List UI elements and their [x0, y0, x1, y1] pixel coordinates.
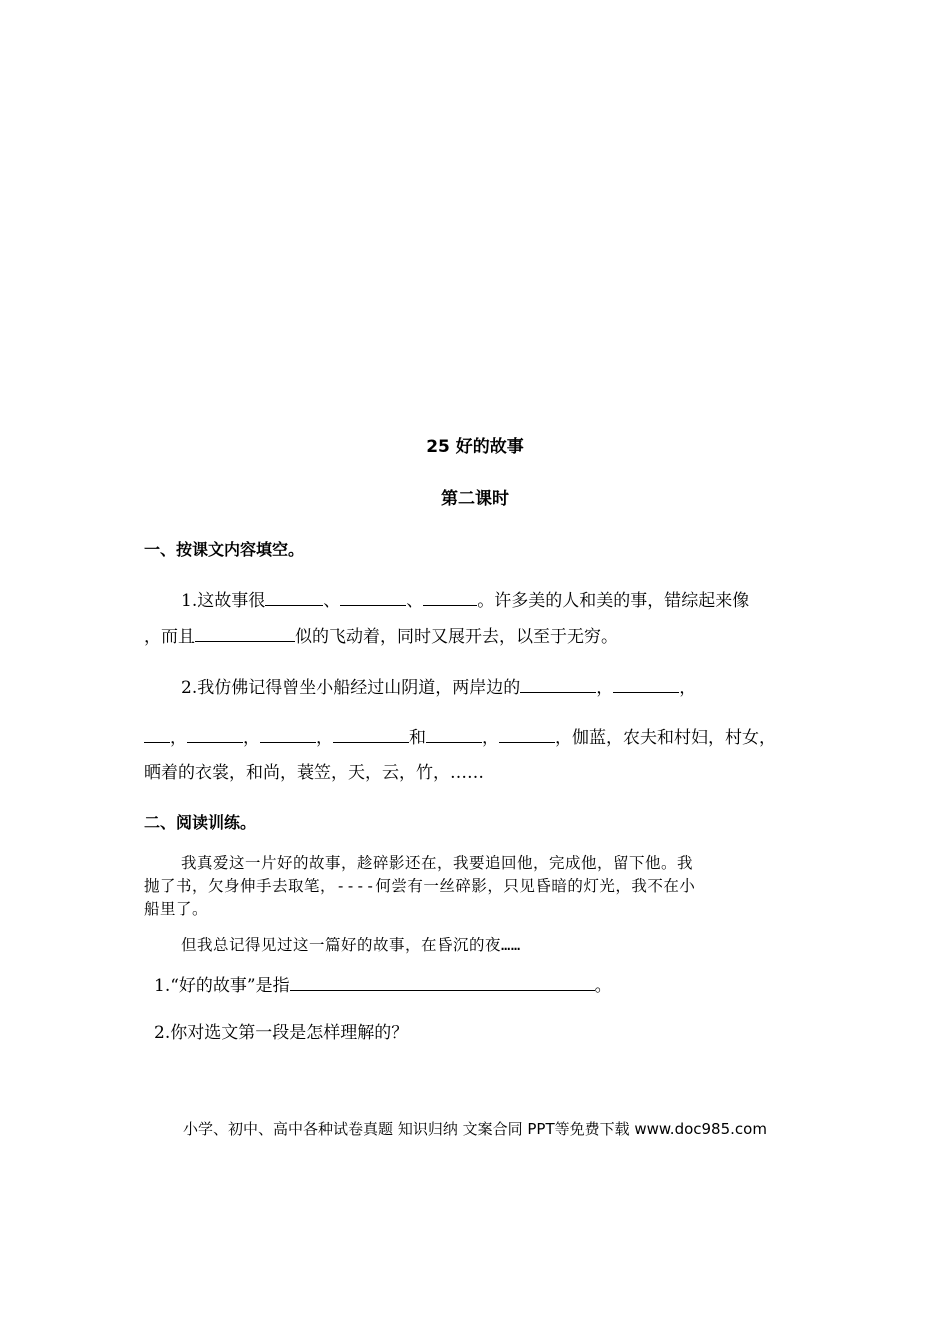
- answer-blank[interactable]: [520, 676, 596, 693]
- answer-blank[interactable]: [423, 589, 477, 606]
- reading-question-1: [154, 971, 612, 996]
- q1-text-c: ，而且: [144, 627, 195, 647]
- q2-and: 和: [409, 728, 426, 748]
- answer-blank[interactable]: [187, 726, 243, 743]
- answer-blank[interactable]: [426, 726, 482, 743]
- question-2-line-1: [181, 673, 696, 698]
- answer-blank[interactable]: [260, 726, 316, 743]
- answer-blank[interactable]: [613, 676, 679, 693]
- q1-sep: 、: [406, 591, 424, 611]
- question-2-line-2: [144, 723, 776, 748]
- question-1-line-2: [144, 622, 618, 647]
- answer-blank[interactable]: [265, 589, 323, 606]
- passage-line-3: 船里了。: [144, 900, 209, 918]
- reading-q1-prefix: 1.“好的故事”是指: [154, 976, 290, 996]
- page-title: 25 好的故事: [426, 437, 524, 457]
- q1-sep: 、: [323, 591, 341, 611]
- question-2-line-3: 晒着的衣裳，和尚，蓑笠，天，云，竹，……: [144, 763, 484, 783]
- q2-comma: ，: [170, 728, 187, 748]
- answer-blank[interactable]: [340, 589, 406, 606]
- footer-text: 小学、初中、高中各种试卷真题 知识归纳 文案合同 PPT等免费下载 www.doc985.com: [183, 1120, 767, 1138]
- q1-text-b: 。许多美的人和美的事，错综起来像: [477, 591, 750, 611]
- q2-comma: ，: [243, 728, 260, 748]
- q1-text-d: 似的飞动着，同时又展开去，以至于无穷。: [295, 627, 618, 647]
- q2-text-a: 2.我仿佛记得曾坐小船经过山阴道，两岸边的: [181, 678, 521, 698]
- question-1-line-1: [181, 586, 749, 611]
- answer-blank[interactable]: [499, 726, 555, 743]
- section-heading-fill-blanks: 一、按课文内容填空。: [144, 540, 305, 559]
- passage-line-2: 抛了书，欠身伸手去取笔，----何尝有一丝碎影，只见昏暗的灯光，我不在小: [144, 877, 696, 895]
- reading-q1-suffix: 。: [594, 976, 612, 996]
- q2-comma: ，: [316, 728, 333, 748]
- q2-comma: ，: [679, 678, 697, 698]
- answer-blank[interactable]: [333, 726, 409, 743]
- q2-text-b: ，伽蓝，农夫和村妇，村女，: [555, 728, 776, 748]
- passage-line-1: 我真爱这一片好的故事，趁碎影还在，我要追回他，完成他，留下他。我: [181, 854, 694, 872]
- section-heading-reading: 二、阅读训练。: [144, 813, 257, 832]
- passage-line-4: 但我总记得见过这一篇好的故事，在昏沉的夜……: [181, 936, 521, 954]
- q1-text-a: 1.这故事很: [181, 591, 266, 611]
- q2-comma: ，: [596, 678, 614, 698]
- answer-blank[interactable]: [144, 726, 170, 743]
- q2-comma: ，: [482, 728, 499, 748]
- answer-blank[interactable]: [195, 625, 295, 642]
- reading-question-2: 2.你对选文第一段是怎样理解的？: [154, 1023, 409, 1043]
- answer-blank[interactable]: [290, 974, 595, 991]
- page-subtitle: 第二课时: [441, 489, 509, 509]
